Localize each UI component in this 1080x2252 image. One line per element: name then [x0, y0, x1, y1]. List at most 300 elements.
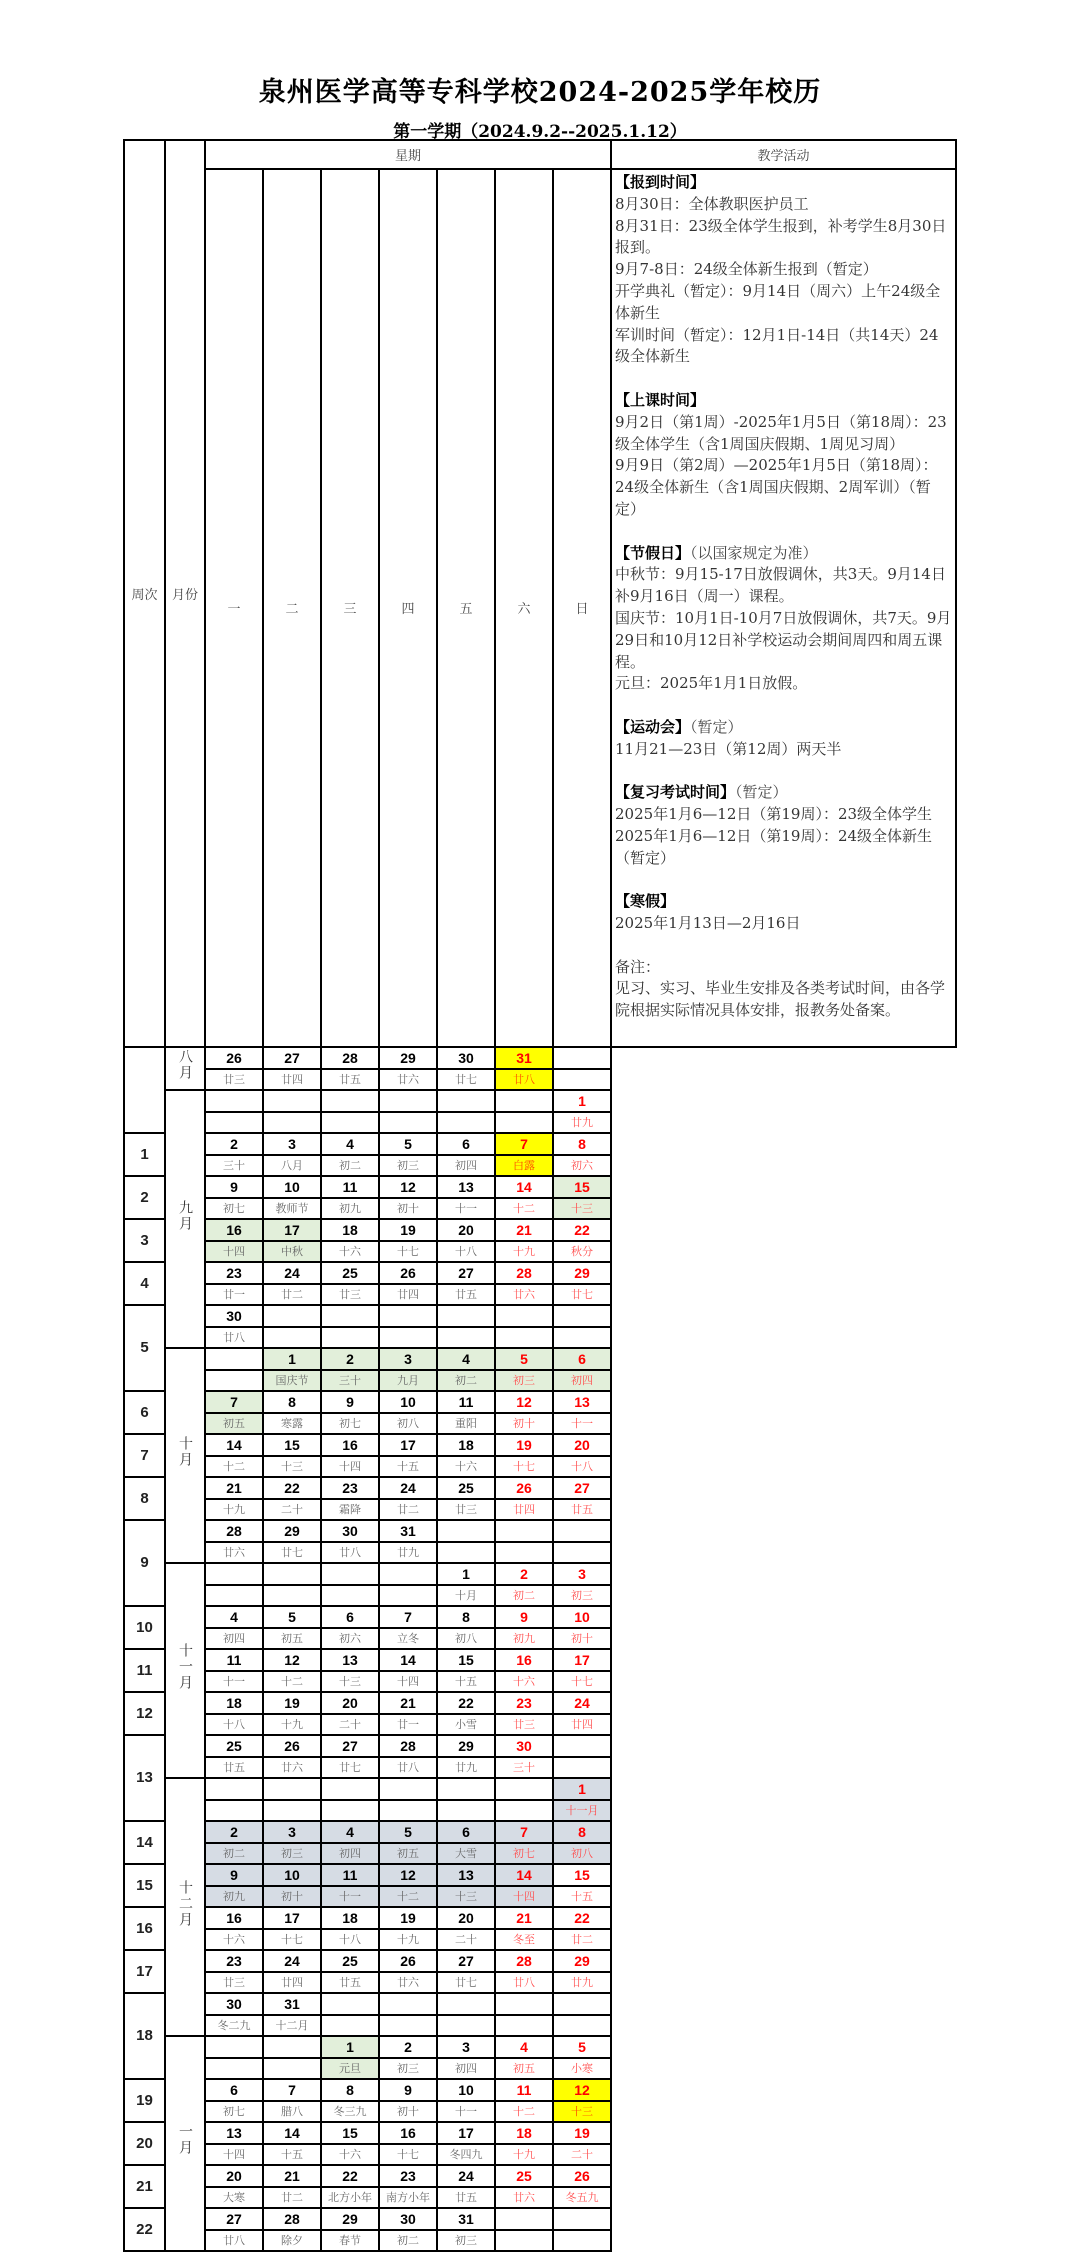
date-cell: 8 — [553, 1133, 611, 1155]
lunar-date-cell: 初二 — [437, 1370, 495, 1391]
empty-lunar-cell — [379, 1585, 437, 1606]
date-cell: 31 — [263, 1993, 321, 2015]
month-text: 一月 — [177, 2124, 193, 2157]
date-cell: 11 — [437, 1391, 495, 1413]
date-cell: 31 — [437, 2208, 495, 2230]
date-cell: 24 — [437, 2165, 495, 2187]
date-row — [124, 1821, 956, 1843]
date-cell: 12 — [263, 1649, 321, 1671]
lunar-date-cell: 冬至 — [495, 1929, 553, 1950]
lunar-date-cell: 初四 — [437, 1155, 495, 1176]
date-cell: 26 — [379, 1950, 437, 1972]
lunar-row — [124, 1241, 956, 1262]
date-cell: 12 — [553, 2079, 611, 2101]
date-cell: 16 — [321, 1434, 379, 1456]
lunar-date-cell: 秋分 — [553, 1241, 611, 1262]
empty-lunar-cell — [495, 2015, 553, 2036]
empty-date-cell — [495, 1090, 553, 1112]
date-cell: 8 — [437, 1606, 495, 1628]
lunar-date-cell: 廿六 — [495, 1284, 553, 1305]
date-cell: 2 — [495, 1563, 553, 1585]
date-cell: 19 — [495, 1434, 553, 1456]
month-text: 十二月 — [177, 1879, 193, 1928]
date-cell: 16 — [495, 1649, 553, 1671]
empty-date-cell — [321, 1563, 379, 1585]
date-cell: 15 — [553, 1864, 611, 1886]
date-cell: 28 — [263, 2208, 321, 2230]
date-row — [124, 1649, 956, 1671]
week-number: 11 — [124, 1649, 165, 1692]
date-cell: 27 — [205, 2208, 263, 2230]
lunar-date-cell: 十三 — [553, 2101, 611, 2122]
lunar-date-cell: 廿二 — [553, 1929, 611, 1950]
lunar-date-cell: 初二 — [495, 1585, 553, 1606]
empty-date-cell — [205, 2036, 263, 2058]
date-cell: 17 — [263, 1907, 321, 1929]
week-number: 1 — [124, 1133, 165, 1176]
date-cell: 2 — [379, 2036, 437, 2058]
lunar-date-cell: 初五 — [495, 2058, 553, 2079]
activity-line: 元旦：2025年1月1日放假。 — [615, 674, 808, 693]
date-cell: 15 — [437, 1649, 495, 1671]
lunar-date-cell: 初三 — [263, 1843, 321, 1864]
lunar-date-cell: 大寒 — [205, 2187, 263, 2208]
activity-heading-note: （暂定） — [690, 717, 743, 736]
lunar-date-cell: 十九 — [263, 1714, 321, 1735]
empty-lunar-cell — [321, 1112, 379, 1133]
activity-heading: 【上课时间】 — [615, 390, 706, 409]
empty-date-cell — [495, 2208, 553, 2230]
empty-lunar-cell — [263, 1585, 321, 1606]
lunar-date-cell: 九月 — [379, 1370, 437, 1391]
date-cell: 25 — [205, 1735, 263, 1757]
date-row — [124, 1348, 956, 1370]
date-cell: 17 — [437, 2122, 495, 2144]
lunar-date-cell: 十三 — [553, 1198, 611, 1219]
empty-date-cell — [379, 1563, 437, 1585]
date-cell: 21 — [379, 1692, 437, 1714]
date-cell: 31 — [495, 1047, 553, 1069]
month-text: 九月 — [177, 1199, 193, 1232]
week-number — [124, 1047, 165, 1133]
lunar-row — [124, 1284, 956, 1305]
lunar-row — [124, 1972, 956, 1993]
lunar-date-cell: 廿三 — [495, 1714, 553, 1735]
date-cell: 23 — [495, 1692, 553, 1714]
lunar-date-cell: 初三 — [437, 2230, 495, 2251]
lunar-date-cell: 十二 — [263, 1671, 321, 1692]
date-row — [124, 1262, 956, 1284]
date-cell: 3 — [263, 1133, 321, 1155]
date-row — [124, 2165, 956, 2187]
empty-date-cell — [437, 1993, 495, 2015]
date-cell: 3 — [553, 1563, 611, 1585]
empty-date-cell — [263, 1090, 321, 1112]
lunar-date-cell: 初十 — [553, 1628, 611, 1649]
lunar-date-cell: 十六 — [205, 1929, 263, 1950]
date-cell: 3 — [379, 1348, 437, 1370]
week-number: 21 — [124, 2165, 165, 2208]
empty-date-cell — [553, 2208, 611, 2230]
activity-heading-note: （暂定） — [735, 783, 788, 802]
lunar-date-cell: 廿七 — [553, 1284, 611, 1305]
lunar-row — [124, 1929, 956, 1950]
activity-line: 2025年1月6—12日（第19周）：24级全体新生（暂定） — [615, 826, 933, 867]
lunar-date-cell: 初五 — [379, 1843, 437, 1864]
empty-lunar-cell — [495, 1800, 553, 1821]
date-cell: 2 — [205, 1133, 263, 1155]
lunar-row — [124, 1198, 956, 1219]
empty-date-cell — [205, 1090, 263, 1112]
date-cell: 29 — [553, 1262, 611, 1284]
activity-line: 8月30日：全体教职医护员工 — [615, 194, 809, 213]
week-number: 6 — [124, 1391, 165, 1434]
date-cell: 20 — [437, 1219, 495, 1241]
date-cell: 9 — [205, 1176, 263, 1198]
lunar-date-cell: 八月 — [263, 1155, 321, 1176]
week-number: 9 — [124, 1520, 165, 1606]
date-cell: 15 — [263, 1434, 321, 1456]
lunar-date-cell: 初四 — [553, 1370, 611, 1391]
date-cell: 11 — [321, 1176, 379, 1198]
date-cell: 19 — [263, 1692, 321, 1714]
lunar-row — [124, 1112, 956, 1133]
empty-lunar-cell — [205, 1800, 263, 1821]
date-cell: 22 — [553, 1219, 611, 1241]
month-text: 八月 — [177, 1049, 193, 1082]
lunar-date-cell: 十六 — [437, 1456, 495, 1477]
lunar-date-cell: 廿八 — [379, 1757, 437, 1778]
date-cell: 11 — [321, 1864, 379, 1886]
date-row — [124, 2208, 956, 2230]
empty-date-cell — [205, 1563, 263, 1585]
date-cell: 23 — [379, 2165, 437, 2187]
week-number: 4 — [124, 1262, 165, 1305]
date-cell: 25 — [321, 1950, 379, 1972]
lunar-date-cell: 十三 — [437, 1886, 495, 1907]
lunar-date-cell: 廿五 — [553, 1499, 611, 1520]
date-cell: 17 — [379, 1434, 437, 1456]
date-cell: 10 — [263, 1864, 321, 1886]
lunar-date-cell: 十九 — [379, 1929, 437, 1950]
month-label — [165, 2036, 205, 2251]
lunar-row — [124, 2144, 956, 2165]
date-cell: 22 — [553, 1907, 611, 1929]
lunar-row — [124, 1585, 956, 1606]
date-cell: 20 — [205, 2165, 263, 2187]
date-cell: 29 — [379, 1047, 437, 1069]
lunar-date-cell: 十一月 — [553, 1800, 611, 1821]
lunar-date-cell: 廿二 — [263, 2187, 321, 2208]
empty-lunar-cell — [437, 1327, 495, 1348]
date-cell: 5 — [495, 1348, 553, 1370]
lunar-date-cell: 十四 — [379, 1671, 437, 1692]
week-number: 5 — [124, 1305, 165, 1391]
empty-lunar-cell — [263, 1800, 321, 1821]
activity-line: 国庆节：10月1日-10月7日放假调休，共7天。9月29日和10月12日补学校运动会期间周四和周五课程。 — [615, 608, 952, 671]
date-cell: 24 — [263, 1950, 321, 1972]
lunar-date-cell: 三十 — [205, 1155, 263, 1176]
lunar-row — [124, 1155, 956, 1176]
lunar-date-cell: 初四 — [321, 1843, 379, 1864]
date-cell: 13 — [321, 1649, 379, 1671]
lunar-date-cell: 十一 — [437, 1198, 495, 1219]
date-cell: 23 — [205, 1262, 263, 1284]
date-cell: 7 — [495, 1821, 553, 1843]
date-cell: 6 — [553, 1348, 611, 1370]
lunar-date-cell: 冬二九 — [205, 2015, 263, 2036]
lunar-date-cell: 廿三 — [321, 1284, 379, 1305]
lunar-row — [124, 2015, 956, 2036]
date-cell: 30 — [379, 2208, 437, 2230]
empty-lunar-cell — [263, 1112, 321, 1133]
activity-line: 中秋节：9月15-17日放假调休，共3天。9月14日补9月16日（周一）课程。 — [615, 565, 946, 606]
page-title: 泉州医学高等专科学校2024-2025学年校历 — [258, 77, 822, 108]
lunar-date-cell: 中秋 — [263, 1241, 321, 1262]
date-cell: 14 — [205, 1434, 263, 1456]
empty-lunar-cell — [553, 2015, 611, 2036]
date-cell: 7 — [379, 1606, 437, 1628]
lunar-row — [124, 2058, 956, 2079]
lunar-date-cell: 廿六 — [495, 2187, 553, 2208]
date-cell: 1 — [437, 1563, 495, 1585]
date-cell: 19 — [379, 1907, 437, 1929]
date-cell: 14 — [263, 2122, 321, 2144]
date-cell: 28 — [205, 1520, 263, 1542]
empty-lunar-cell — [263, 1327, 321, 1348]
date-cell: 11 — [205, 1649, 263, 1671]
date-cell: 25 — [495, 2165, 553, 2187]
lunar-date-cell: 廿九 — [553, 1112, 611, 1133]
date-row — [124, 1047, 956, 1069]
date-cell: 19 — [379, 1219, 437, 1241]
activity-line: 开学典礼（暂定）：9月14日（周六）上午24级全体新生 — [615, 281, 941, 322]
date-row — [124, 1563, 956, 1585]
lunar-date-cell: 二十 — [321, 1714, 379, 1735]
activity-heading: 【寒假】 — [615, 892, 676, 911]
date-cell: 26 — [205, 1047, 263, 1069]
date-cell: 22 — [321, 2165, 379, 2187]
week-number: 22 — [124, 2208, 165, 2251]
lunar-row — [124, 1843, 956, 1864]
date-cell: 9 — [205, 1864, 263, 1886]
lunar-date-cell: 廿五 — [321, 1069, 379, 1090]
lunar-date-cell: 十九 — [495, 1241, 553, 1262]
date-cell: 21 — [205, 1477, 263, 1499]
empty-date-cell — [379, 1993, 437, 2015]
week-number: 15 — [124, 1864, 165, 1907]
lunar-date-cell: 立冬 — [379, 1628, 437, 1649]
lunar-date-cell: 十月 — [437, 1585, 495, 1606]
empty-lunar-cell — [437, 1800, 495, 1821]
date-cell: 2 — [321, 1348, 379, 1370]
empty-lunar-cell — [495, 2230, 553, 2251]
activity-line: 军训时间（暂定）：12月1日-14日（共14天）24级全体新生 — [615, 325, 939, 366]
month-label — [165, 1778, 205, 2036]
date-cell: 18 — [205, 1692, 263, 1714]
date-cell: 29 — [263, 1520, 321, 1542]
date-cell: 9 — [379, 2079, 437, 2101]
lunar-date-cell: 十七 — [495, 1456, 553, 1477]
empty-date-cell — [379, 1090, 437, 1112]
date-cell: 6 — [437, 1133, 495, 1155]
date-cell: 11 — [495, 2079, 553, 2101]
date-cell: 7 — [205, 1391, 263, 1413]
date-row — [124, 1778, 956, 1800]
lunar-date-cell: 廿六 — [379, 1972, 437, 1993]
lunar-date-cell: 廿八 — [205, 1327, 263, 1348]
date-cell: 24 — [379, 1477, 437, 1499]
lunar-date-cell: 初七 — [495, 1843, 553, 1864]
lunar-date-cell: 十五 — [437, 1671, 495, 1692]
empty-date-cell — [205, 1348, 263, 1370]
lunar-date-cell: 廿四 — [263, 1972, 321, 1993]
date-cell: 23 — [205, 1950, 263, 1972]
date-cell: 29 — [321, 2208, 379, 2230]
week-number: 8 — [124, 1477, 165, 1520]
week-number: 14 — [124, 1821, 165, 1864]
weekday-group-header: 星期 — [205, 140, 611, 169]
activities-column-header: 教学活动 — [611, 140, 956, 169]
empty-lunar-cell — [379, 2015, 437, 2036]
empty-date-cell — [437, 1778, 495, 1800]
date-cell: 10 — [437, 2079, 495, 2101]
lunar-date-cell: 十一 — [321, 1886, 379, 1907]
empty-lunar-cell — [553, 1069, 611, 1090]
date-cell: 29 — [553, 1950, 611, 1972]
empty-date-cell — [263, 2036, 321, 2058]
date-cell: 14 — [379, 1649, 437, 1671]
lunar-row — [124, 1757, 956, 1778]
empty-date-cell — [495, 1305, 553, 1327]
lunar-date-cell: 初十 — [263, 1886, 321, 1907]
date-cell: 13 — [437, 1864, 495, 1886]
lunar-date-cell: 大雪 — [437, 1843, 495, 1864]
lunar-date-cell: 廿九 — [379, 1542, 437, 1563]
lunar-date-cell: 小寒 — [553, 2058, 611, 2079]
date-cell: 21 — [495, 1907, 553, 1929]
weekday-fri: 五 — [437, 169, 495, 1047]
lunar-date-cell: 十三 — [321, 1671, 379, 1692]
empty-lunar-cell — [205, 1370, 263, 1391]
lunar-date-cell: 十五 — [553, 1886, 611, 1907]
lunar-row — [124, 1456, 956, 1477]
date-cell: 13 — [437, 1176, 495, 1198]
lunar-date-cell: 霜降 — [321, 1499, 379, 1520]
date-cell: 18 — [437, 1434, 495, 1456]
lunar-date-cell: 初九 — [205, 1886, 263, 1907]
empty-lunar-cell — [379, 1112, 437, 1133]
weekday-thu: 四 — [379, 169, 437, 1047]
lunar-date-cell: 十七 — [379, 2144, 437, 2165]
empty-lunar-cell — [437, 1112, 495, 1133]
date-cell: 3 — [437, 2036, 495, 2058]
date-cell: 22 — [437, 1692, 495, 1714]
lunar-date-cell: 元旦 — [321, 2058, 379, 2079]
activity-heading: 【报到时间】 — [615, 173, 706, 191]
empty-date-cell — [553, 1735, 611, 1757]
lunar-row — [124, 1671, 956, 1692]
date-cell: 27 — [437, 1262, 495, 1284]
lunar-row — [124, 1499, 956, 1520]
date-cell: 9 — [321, 1391, 379, 1413]
lunar-date-cell: 廿四 — [263, 1069, 321, 1090]
activity-line: 9月2日（第1周）-2025年1月5日（第18周）：23级全体学生（含1周国庆假期、1周见习周） — [615, 412, 947, 453]
lunar-date-cell: 廿七 — [437, 1069, 495, 1090]
empty-date-cell — [379, 1778, 437, 1800]
date-cell: 31 — [379, 1520, 437, 1542]
date-row — [124, 1305, 956, 1327]
date-cell: 30 — [321, 1520, 379, 1542]
date-cell: 28 — [495, 1950, 553, 1972]
lunar-date-cell: 十二 — [205, 1456, 263, 1477]
activity-line: 8月31日：23级全体学生报到，补考学生8月30日报到。 — [615, 216, 947, 257]
date-cell: 18 — [495, 2122, 553, 2144]
date-row — [124, 1864, 956, 1886]
date-row — [124, 1176, 956, 1198]
empty-date-cell — [205, 1778, 263, 1800]
lunar-date-cell: 冬五九 — [553, 2187, 611, 2208]
date-cell: 12 — [495, 1391, 553, 1413]
lunar-date-cell: 腊八 — [263, 2101, 321, 2122]
lunar-date-cell: 十五 — [263, 2144, 321, 2165]
lunar-date-cell: 春节 — [321, 2230, 379, 2251]
lunar-date-cell: 十八 — [553, 1456, 611, 1477]
lunar-row — [124, 1628, 956, 1649]
date-cell: 4 — [321, 1821, 379, 1843]
lunar-date-cell: 十八 — [205, 1714, 263, 1735]
date-row — [124, 1950, 956, 1972]
lunar-date-cell: 北方小年 — [321, 2187, 379, 2208]
lunar-date-cell: 十四 — [321, 1456, 379, 1477]
calendar-body — [124, 1047, 956, 2251]
activity-line: 2025年1月6—12日（第19周）：23级全体学生 — [615, 805, 933, 824]
empty-lunar-cell — [553, 1542, 611, 1563]
week-number: 19 — [124, 2079, 165, 2122]
teaching-activities-panel — [611, 169, 956, 1047]
lunar-date-cell: 廿八 — [495, 1972, 553, 1993]
empty-date-cell — [495, 1778, 553, 1800]
week-number: 16 — [124, 1907, 165, 1950]
lunar-date-cell: 小雪 — [437, 1714, 495, 1735]
month-text: 十月 — [177, 1436, 193, 1469]
lunar-date-cell: 十七 — [263, 1929, 321, 1950]
lunar-date-cell: 十二 — [379, 1886, 437, 1907]
date-cell: 28 — [379, 1735, 437, 1757]
date-cell: 10 — [379, 1391, 437, 1413]
date-cell: 24 — [553, 1692, 611, 1714]
lunar-date-cell: 冬三九 — [321, 2101, 379, 2122]
empty-date-cell — [321, 1305, 379, 1327]
lunar-row — [124, 1886, 956, 1907]
lunar-date-cell: 初七 — [205, 1198, 263, 1219]
week-number: 12 — [124, 1692, 165, 1735]
week-number: 20 — [124, 2122, 165, 2165]
week-number: 7 — [124, 1434, 165, 1477]
activity-line: 9月9日（第2周）—2025年1月5日（第18周）：24级全体新生（含1周国庆假期、2周军训）（暂定） — [615, 456, 938, 518]
lunar-date-cell: 廿一 — [379, 1714, 437, 1735]
lunar-date-cell: 十四 — [205, 1241, 263, 1262]
lunar-date-cell: 廿二 — [263, 1284, 321, 1305]
lunar-date-cell: 廿九 — [553, 1972, 611, 1993]
date-cell: 7 — [495, 1133, 553, 1155]
date-cell: 28 — [495, 1262, 553, 1284]
activity-section — [615, 390, 952, 521]
lunar-row — [124, 2230, 956, 2251]
empty-lunar-cell — [553, 1757, 611, 1778]
date-cell: 18 — [321, 1907, 379, 1929]
date-cell: 27 — [553, 1477, 611, 1499]
